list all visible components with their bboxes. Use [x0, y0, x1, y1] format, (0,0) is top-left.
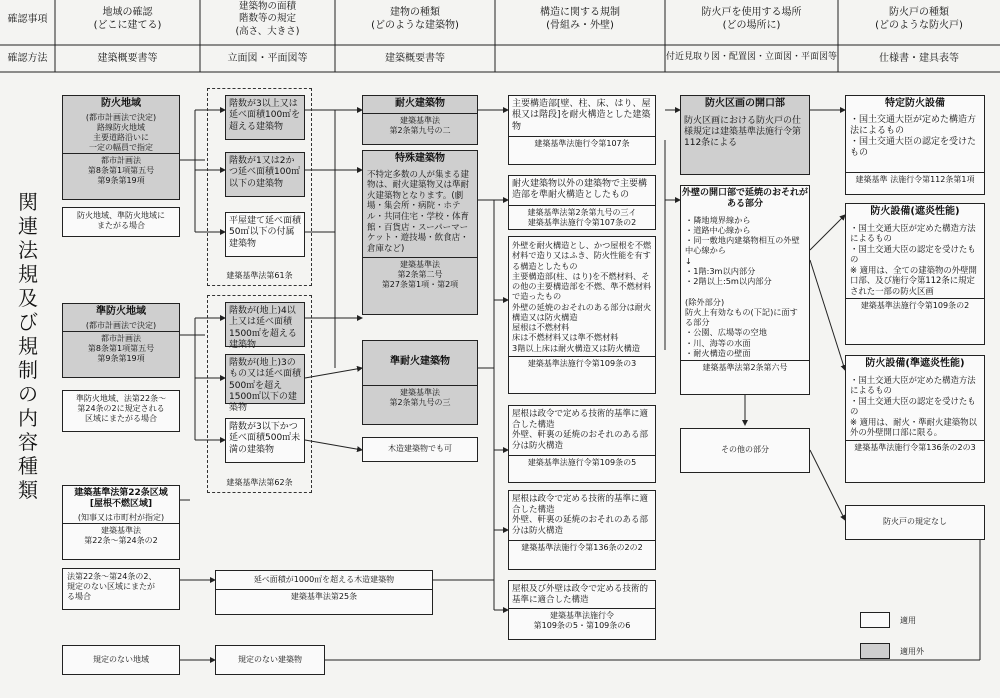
door-junshaen-body: ・国土交通大臣が定めた構造方法によるもの ・国土交通大臣の認定を受けたもの ※ 適用は、耐火・準耐火建築物以外の外壁開口部に限る。 — [850, 374, 977, 437]
struct-juntaika-i-ref: 建築基準法第2条第九号の三イ 建築基準法施行令第107条の2 — [509, 205, 655, 230]
struct-juntaika-i-text: 耐火建築物以外の建築物で主要構造部を準耐火構造としたもの — [512, 179, 648, 201]
no-rule-area: 規定のない地域 — [62, 645, 180, 675]
legend-not-applied-swatch — [860, 643, 890, 659]
header-row2-label: 確認方法 — [7, 53, 48, 64]
art62-cond2: 階数が(地上)3のもの又は延べ面積500㎡を超え1500㎡以下の建築物 — [225, 354, 305, 404]
art22-area-ref: 建築基準法 第22条～第24条の2 — [63, 523, 179, 548]
tokushu-title: 特殊建築物 — [395, 153, 445, 164]
art22-area-title: 建築基準法第22条区域 [屋根不燃区域] — [74, 488, 168, 510]
door-shaen-title: 防火設備(遮炎性能) — [870, 206, 960, 217]
art25-box — [215, 570, 433, 615]
method-col2: 立面図・平面図等 — [227, 53, 308, 64]
tokushu-ref: 建築基準法 第2条第二号 第27条第1項・第2項 — [363, 257, 477, 292]
place-gaiheki-ref: 建築基準法第2条第六号 — [681, 360, 809, 375]
header-row1-label: 確認事項 — [7, 14, 48, 25]
struct-bouka — [508, 405, 656, 483]
place-kukaku — [680, 95, 810, 175]
bouka-area-note: 防火地域、準防火地域に またがる場合 — [62, 207, 180, 237]
bouka-area-title: 防火地域 — [101, 98, 141, 109]
struct-taika-ref: 建築基準法施行令第107条 — [509, 136, 655, 151]
struct-art22 — [508, 580, 656, 640]
art25-ref: 建築基準法第25条 — [216, 589, 432, 604]
art25-cond: 延べ面積が1000㎡を超える木造建築物 — [253, 575, 395, 584]
struct-jun-bouka-ref: 建築基準法施行令第136条の2の2 — [509, 540, 655, 555]
place-kukaku-title: 防火区画の開口部 — [705, 98, 785, 109]
jun-bouka-area-title: 準防火地域 — [96, 306, 146, 317]
struct-bouka-ref: 建築基準法施行令第109条の5 — [509, 455, 655, 470]
place-gaiheki — [680, 185, 810, 395]
art61-cond2: 階数が1又は2かつ延べ面積100㎡以下の建築物 — [225, 152, 305, 197]
door-shaen-body: ・国土交通大臣が定めた構造方法によるもの ・国土交通大臣の認定を受けたもの ※ 適用は、全ての建築物の外壁開口部、及び施行令第112条に規定された一部の防火区画 — [850, 222, 977, 296]
method-col3: 建築概要書等 — [385, 53, 445, 64]
method-col1: 建築概要書等 — [97, 53, 158, 64]
taika-title: 耐火建築物 — [395, 98, 445, 109]
bouka-area-ref: 都市計画法 第8条第1項第五号 第9条第19項 — [63, 153, 179, 188]
door-tokutei-title: 特定防火設備 — [885, 98, 945, 109]
juntaika-title: 準耐火建築物 — [390, 356, 450, 367]
struct-juntaika-i — [508, 175, 656, 230]
legend-applied-label: 適用 — [900, 616, 916, 625]
legend-not-applied-label: 適用外 — [900, 647, 924, 656]
art61-ref: 建築基準法第61条 — [226, 271, 293, 280]
header-col5: 防火戸を使用する場所 (どの場所に) — [701, 7, 802, 31]
art22-area-box — [62, 485, 180, 560]
art22-area-note: 法第22条～第24条の2、 規定のない区域にまたが る場合 — [62, 568, 180, 610]
door-junshaen-title: 防火設備(準遮炎性能) — [865, 358, 965, 369]
door-tokutei — [845, 95, 985, 195]
tokushu-body: 不特定多数の人が集まる建物は、耐火建築物又は準耐火建築物となります。(劇場・集会所・病院・ホテル・共同住宅・学校・体育館・百貨店・スーパーマーケット・遊技場・飲食店・倉庫など) — [367, 169, 470, 254]
side-title: 関連法規及び規制の内容種類 — [18, 190, 38, 502]
door-shaen-ref: 建築基準法施行令第109条の2 — [846, 298, 984, 313]
juntaika-ref: 建築基準法 第2条第九号の三 — [363, 385, 477, 410]
door-tokutei-body: ・国土交通大臣が定めた構造方法によるもの ・国土交通大臣の認定を受けたもの — [850, 114, 977, 159]
door-junshaen — [845, 355, 985, 483]
mokuzou-ok: 木造建築物でも可 — [362, 437, 478, 462]
struct-juntaika-ro — [508, 236, 656, 394]
struct-jun-bouka — [508, 490, 656, 570]
juntaika-box — [362, 340, 478, 425]
struct-jun-bouka-text: 屋根は政令で定める技術的基準に適合した構造 外壁、軒裏の延焼のおそれのある部分は防火構造 — [512, 494, 649, 536]
jun-bouka-area-ref: 都市計画法 第8条第1項第五号 第9条第19項 — [63, 331, 179, 366]
header-col1: 地域の確認 (どこに建てる) — [93, 7, 162, 31]
door-tokutei-ref: 建築基準 法施行令第112条第1項 — [846, 172, 984, 187]
struct-art22-text: 屋根及び外壁は政令で定める技術的基準に適合した構造 — [512, 584, 649, 605]
art62-cond3: 階数が3以下かつ延べ面積500㎡未満の建築物 — [225, 418, 305, 463]
method-col6: 仕様書・建具表等 — [879, 53, 959, 64]
art61-cond1: 階数が3以上又は延べ面積100㎡を超える建築物 — [225, 95, 305, 140]
place-gaiheki-title: 外壁の開口部で延焼のおそれがある部分 — [681, 188, 808, 210]
jun-bouka-area-sub: (都市計画法で決定) — [85, 320, 157, 330]
method-col5: 付近見取り図・配置図・立面図・平面図等 — [665, 52, 837, 62]
legend-applied-swatch — [860, 612, 890, 628]
header-col6: 防火戸の種類 (どのような防火戸) — [875, 7, 963, 31]
door-none: 防火戸の規定なし — [845, 505, 985, 540]
art61-cond3: 平屋建て延べ面積50㎡以下の付属建築物 — [225, 212, 305, 257]
place-kukaku-body: 防火区画における防火戸の仕様規定は建築基準法施行令第112条による — [684, 115, 802, 148]
bouka-area-box — [62, 95, 180, 200]
place-gaiheki-body: ・隣地境界線から ・道路中心線から ・同一敷地内建築物相互の外壁中心線から ↓ ・1階:3m以内部分 ・2階以上:5m以内部分 (除外部分) 防火上有効なもの(下記)に面する部分 ・公園、広場等の空地 ・川、海等の水面 ・耐火構造の壁面 — [685, 214, 800, 358]
no-rule-building: 規定のない建築物 — [215, 645, 325, 675]
header-col3: 建物の種類 (どのような建築物) — [371, 7, 459, 31]
struct-juntaika-ro-ref: 建築基準法施行令第109条の3 — [509, 356, 655, 371]
door-shaen — [845, 203, 985, 345]
struct-art22-ref: 建築基準法施行令 第109条の5・第109条の6 — [509, 608, 655, 633]
taika-box — [362, 95, 478, 145]
art62-ref: 建築基準法第62条 — [226, 478, 293, 487]
art22-area-sub: (知事又は市町村が指定) — [77, 512, 165, 522]
place-other: その他の部分 — [680, 428, 810, 473]
struct-taika — [508, 95, 656, 165]
jun-bouka-area-note: 準防火地域、法第22条～ 第24条の2に規定される 区域にまたがる場合 — [62, 390, 180, 432]
taika-ref: 建築基準法 第2条第九号の二 — [363, 113, 477, 138]
door-junshaen-ref: 建築基準法施行令第136条の2の3 — [846, 440, 984, 455]
header-col2: 建築物の面積 階数等の規定 (高さ、大きさ) — [235, 1, 300, 37]
struct-juntaika-ro-text: 外壁を耐火構造とし、かつ屋根を不燃材料で造り又はふき、防火性能を有する構造としたもの 主要構造部(柱、はり)を不燃材料、その他の主要構造部を不燃、準不燃材料で造ったもの 外壁の延焼のおそれのある部分は耐火構造又は防火構造 屋根は不燃材料 床は不燃材料又は準不燃材料 3階以上床は耐火構造又は防火構造 — [512, 240, 652, 353]
art62-cond1: 階数が(地上)4以上又は延べ面積1500㎡を超える建築物 — [225, 302, 305, 347]
struct-taika-text: 主要構造部[壁、柱、床、はり、屋根又は階段]を耐火構造とした建築物 — [512, 99, 651, 132]
bouka-area-sub: (都市計画法で決定) 路線防火地域 主要道路沿いに 一定の幅員で指定 — [85, 112, 157, 152]
jun-bouka-area-box — [62, 303, 180, 378]
tokushu-box — [362, 150, 478, 315]
struct-bouka-text: 屋根は政令で定める技術的基準に適合した構造 外壁、軒裏の延焼のおそれのある部分は防火構造 — [512, 409, 649, 451]
header-col4: 構造に関する規制 (骨組み・外壁) — [540, 7, 620, 31]
